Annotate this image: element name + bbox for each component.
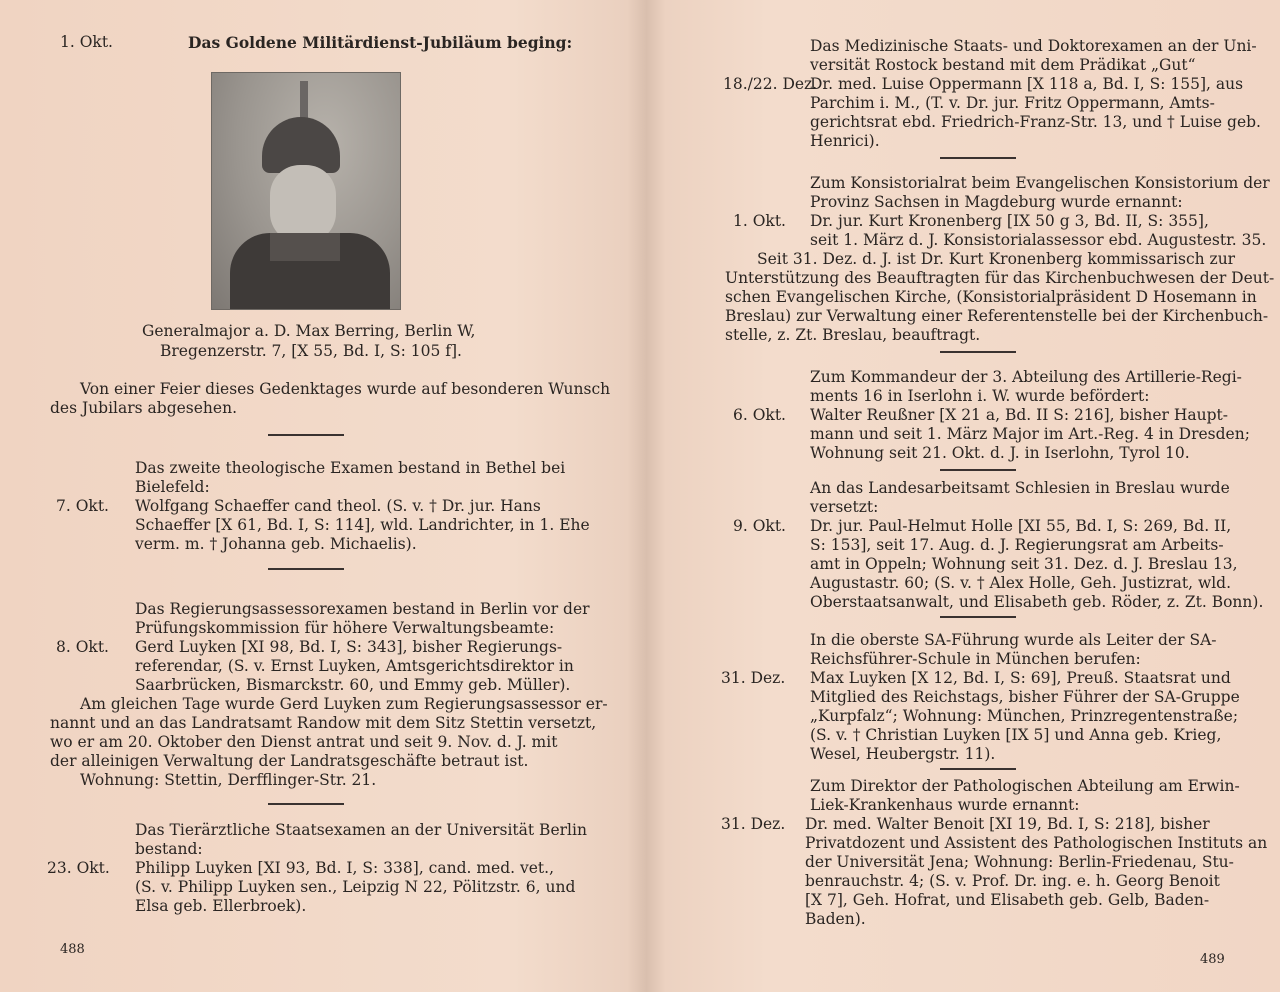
entry-date: 7. Okt. (56, 497, 109, 515)
section-divider (268, 434, 344, 436)
entry-intro: In die oberste SA-Führung wurde als Leiter der SA- (810, 631, 1217, 649)
page-number: 488 (60, 942, 85, 957)
entry-line: (S. v. Philipp Luyken sen., Leipzig N 22, Pölitzstr. 6, und (135, 878, 576, 896)
entry-intro: versität Rostock bestand mit dem Prädikat „Gut“ (810, 56, 1196, 74)
entry-line: (S. v. † Christian Luyken [IX 5] und Anna geb. Krieg, (810, 726, 1222, 744)
entry-line: referendar, (S. v. Ernst Luyken, Amtsgerichtsdirektor in (135, 657, 574, 675)
page-number: 489 (1200, 952, 1225, 967)
entry-intro: An das Landesarbeitsamt Schlesien in Breslau wurde (810, 479, 1230, 497)
section-divider (940, 157, 1016, 159)
entry-line: Seit 31. Dez. d. J. ist Dr. Kurt Kronenberg kommissarisch zur (757, 250, 1236, 268)
entry-intro: versetzt: (810, 498, 879, 516)
entry-date: 31. Dez. (721, 815, 786, 833)
entry-intro: Das Medizinische Staats- und Doktorexamen an der Uni- (810, 37, 1257, 55)
section-divider (940, 768, 1016, 770)
entry-line: der alleinigen Verwaltung der Landratsgeschäfte betraut ist. (50, 752, 529, 770)
entry-line: Wohnung seit 21. Okt. d. J. in Iserlohn, Tyrol 10. (810, 444, 1190, 462)
entry-line: mann und seit 1. März Major im Art.-Reg. 4 in Dresden; (810, 425, 1250, 443)
entry-intro: Liek-Krankenhaus wurde ernannt: (810, 796, 1080, 814)
entry-line: Baden). (805, 910, 866, 928)
entry-line: Elsa geb. Ellerbroek). (135, 897, 307, 915)
entry-line: amt in Oppeln; Wohnung seit 31. Dez. d. J. Breslau 13, (810, 555, 1238, 573)
entry-line: Unterstützung des Beauftragten für das Kirchenbuchwesen der Deut- (725, 269, 1275, 287)
entry-line: [X 7], Geh. Hofrat, und Elisabeth geb. Gelb, Baden- (805, 891, 1210, 909)
entry-line: gerichtsrat ebd. Friedrich-Franz-Str. 13, und † Luise geb. (810, 113, 1261, 131)
entry-line: Dr. med. Walter Benoit [XI 19, Bd. I, S: 218], bisher (805, 815, 1210, 833)
entry-line: „Kurpfalz“; Wohnung: München, Prinzregentenstraße; (810, 707, 1239, 725)
entry-line: Walter Reußner [X 21 a, Bd. II S: 216], bisher Haupt- (810, 406, 1228, 424)
entry-line: Mitglied des Reichstags, bisher Führer der SA-Gruppe (810, 688, 1240, 706)
entry-line: Saarbrücken, Bismarckstr. 60, und Emmy geb. Müller). (135, 676, 571, 694)
photo-caption: Bregenzerstr. 7, [X 55, Bd. I, S: 105 f]. (160, 342, 462, 360)
entry-intro: Provinz Sachsen in Magdeburg wurde ernannt: (810, 193, 1183, 211)
section-divider (940, 469, 1016, 471)
entry-intro: Das zweite theologische Examen bestand in Bethel bei (135, 459, 566, 477)
entry-intro: Das Tierärztliche Staatsexamen an der Universität Berlin (135, 821, 587, 839)
section-divider (268, 568, 344, 570)
section-divider (940, 351, 1016, 353)
entry-line: verm. m. † Johanna geb. Michaelis). (135, 535, 417, 553)
entry-line: stelle, z. Zt. Breslau, beauftragt. (725, 326, 981, 344)
right-page (645, 0, 1280, 992)
portrait-photo (211, 72, 401, 310)
section-divider (268, 803, 344, 805)
entry-line: seit 1. März d. J. Konsistorialassessor ebd. Augustestr. 35. (810, 231, 1267, 249)
entry-intro: Prüfungskommission für höhere Verwaltungsbeamte: (135, 619, 555, 637)
entry-line: Augustastr. 60; (S. v. † Alex Holle, Geh. Justizrat, wld. (810, 574, 1232, 592)
entry-line: der Universität Jena; Wohnung: Berlin-Friedenau, Stu- (805, 853, 1234, 871)
entry-intro: Reichsführer-Schule in München berufen: (810, 650, 1141, 668)
entry-date: 31. Dez. (721, 669, 786, 687)
entry-line: Oberstaatsanwalt, und Elisabeth geb. Röder, z. Zt. Bonn). (810, 593, 1264, 611)
entry-heading: Das Goldene Militärdienst-Jubiläum beging: (188, 33, 573, 52)
entry-date: 8. Okt. (56, 638, 109, 656)
entry-line: Dr. med. Luise Oppermann [X 118 a, Bd. I, S: 155], aus (810, 75, 1244, 93)
entry-intro: Zum Konsistorialrat beim Evangelischen Konsistorium der (810, 174, 1270, 192)
entry-line: Wohnung: Stettin, Derfflinger-Str. 21. (80, 771, 377, 789)
entry-date: 9. Okt. (733, 517, 786, 535)
entry-intro: Zum Direktor der Pathologischen Abteilung am Erwin- (810, 777, 1240, 795)
section-divider (940, 616, 1016, 618)
entry-line: Breslau) zur Verwaltung einer Referentenstelle bei der Kirchenbuch- (725, 307, 1269, 325)
entry-line: Am gleichen Tage wurde Gerd Luyken zum Regierungsassessor er- (80, 695, 608, 713)
photo-caption: Generalmajor a. D. Max Berring, Berlin W, (142, 322, 476, 340)
entry-date: 1. Okt. (60, 33, 113, 51)
entry-line: schen Evangelischen Kirche, (Konsistorialpräsident D Hosemann in (725, 288, 1257, 306)
entry-line: Dr. jur. Paul-Helmut Holle [XI 55, Bd. I, S: 269, Bd. II, (810, 517, 1232, 535)
entry-line: Schaeffer [X 61, Bd. I, S: 114], wld. Landrichter, in 1. Ehe (135, 516, 590, 534)
entry-date: 1. Okt. (733, 212, 786, 230)
entry-intro: Zum Kommandeur der 3. Abteilung des Artillerie-Regi- (810, 368, 1242, 386)
paragraph-line: Von einer Feier dieses Gedenktages wurde auf besonderen Wunsch (80, 380, 611, 398)
entry-date: 6. Okt. (733, 406, 786, 424)
entry-intro: Bielefeld: (135, 478, 210, 496)
entry-date: 18./22. Dez. (723, 75, 818, 93)
entry-line: Wolfgang Schaeffer cand theol. (S. v. † Dr. jur. Hans (135, 497, 541, 515)
paragraph-line: des Jubilars abgesehen. (50, 399, 237, 417)
entry-line: Max Luyken [X 12, Bd. I, S: 69], Preuß. Staatsrat und (810, 669, 1231, 687)
entry-line: Wesel, Heubergstr. 11). (810, 745, 996, 763)
entry-line: benrauchstr. 4; (S. v. Prof. Dr. ing. e. h. Georg Benoit (805, 872, 1220, 890)
entry-line: Dr. jur. Kurt Kronenberg [IX 50 g 3, Bd. II, S: 355], (810, 212, 1209, 230)
entry-line: S: 153], seit 17. Aug. d. J. Regierungsrat am Arbeits- (810, 536, 1224, 554)
entry-intro: ments 16 in Iserlohn i. W. wurde befördert: (810, 387, 1150, 405)
entry-line: wo er am 20. Oktober den Dienst antrat und seit 9. Nov. d. J. mit (50, 733, 558, 751)
entry-line: Parchim i. M., (T. v. Dr. jur. Fritz Oppermann, Amts- (810, 94, 1215, 112)
entry-date: 23. Okt. (47, 859, 110, 877)
entry-intro: bestand: (135, 840, 203, 858)
entry-line: Henrici). (810, 132, 880, 150)
entry-line: nannt und an das Landratsamt Randow mit dem Sitz Stettin versetzt, (50, 714, 597, 732)
entry-intro: Das Regierungsassessorexamen bestand in Berlin vor der (135, 600, 590, 618)
entry-line: Philipp Luyken [XI 93, Bd. I, S: 338], cand. med. vet., (135, 859, 555, 877)
entry-line: Gerd Luyken [XI 98, Bd. I, S: 343], bisher Regierungs- (135, 638, 563, 656)
entry-line: Privatdozent und Assistent des Pathologischen Instituts an (805, 834, 1268, 852)
